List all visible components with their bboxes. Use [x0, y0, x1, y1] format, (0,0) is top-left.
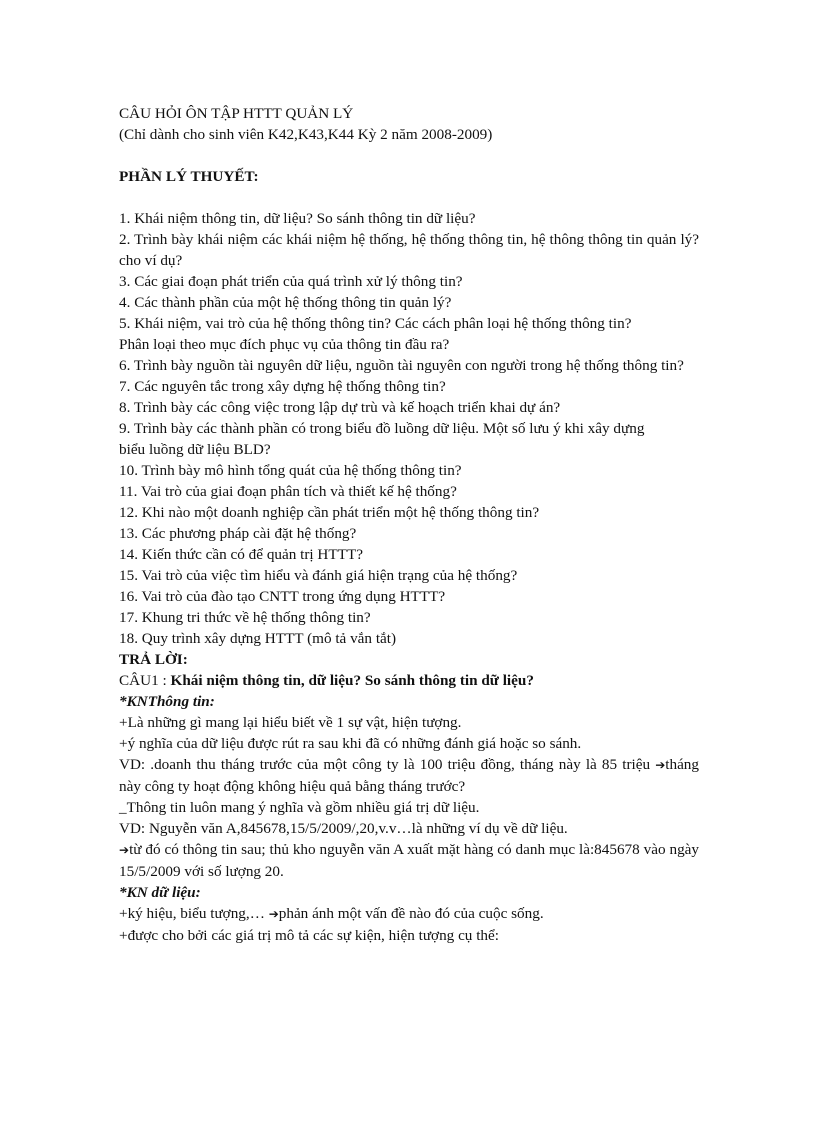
question-item: 7. Các nguyên tắc trong xây dựng hệ thống thông tin?: [119, 378, 446, 395]
document-page: [119, 103, 699, 946]
question-item: 15. Vai trò của việc tìm hiểu và đánh giá hiện trạng của hệ thống?: [119, 567, 518, 584]
question-item: 4. Các thành phần của một hệ thống thông tin quản lý?: [119, 294, 452, 311]
data-example-conclusion-text: từ đó có thông tin sau; thủ kho nguyễn văn A xuất mặt hàng có danh mục là:845678 vào ngày 15/5/2009 với số lượng 20.: [119, 841, 699, 880]
data-point-text: +ký hiệu, biểu tượng,…: [119, 905, 269, 922]
question-item: 3. Các giai đoạn phát triển của quá trình xử lý thông tin?: [119, 273, 463, 290]
info-example-text: VD: .doanh thu tháng trước của một công ty là 100 triệu đồng, tháng này là 85 triệu: [119, 756, 656, 773]
question-item: 14. Kiến thức cần có để quản trị HTTT?: [119, 546, 363, 563]
question-item: 16. Vai trò của đào tạo CNTT trong ứng dụng HTTT?: [119, 588, 446, 605]
answer-1-title: [119, 670, 699, 691]
arrow-right-icon: ➔: [119, 843, 130, 857]
data-point-conclusion: phản ánh một vấn đề nào đó của cuộc sống.: [278, 905, 544, 922]
question-item: 6. Trình bày nguồn tài nguyên dữ liệu, nguồn tài nguyên con người trong hệ thống thông tin?: [119, 357, 684, 374]
data-example-conclusion: [119, 839, 699, 882]
question-item: Phân loại theo mục đích phục vụ của thông tin đầu ra?: [119, 336, 450, 353]
arrow-right-icon: ➔: [268, 907, 279, 921]
answers-heading: TRẢ LỜI:: [119, 651, 188, 668]
question-item: 12. Khi nào một doanh nghiệp cần phát triển một hệ thống thông tin?: [119, 504, 540, 521]
info-point: +ý nghĩa của dữ liệu được rút ra sau khi đã có những đánh giá hoặc so sánh.: [119, 735, 582, 752]
info-example-conclusion: tháng này công ty hoạt động không hiệu quả bằng tháng trước?: [119, 756, 699, 795]
info-example: [119, 754, 699, 797]
question-item: 10. Trình bày mô hình tổng quát của hệ thống thông tin?: [119, 462, 462, 479]
question-item: 2. Trình bày khái niệm các khái niệm hệ thống, hệ thống thông tin, hệ thông thông tin quản lý?cho ví dụ?: [119, 231, 699, 269]
info-definition-heading: *KNThông tin:: [119, 693, 215, 710]
question-item: 13. Các phương pháp cài đặt hệ thống?: [119, 525, 357, 542]
info-point: +Là những gì mang lại hiểu biết về 1 sự vật, hiện tượng.: [119, 714, 462, 731]
document-subtitle: (Chỉ dành cho sinh viên K42,K43,K44 Kỳ 2 năm 2008-2009): [119, 126, 493, 143]
answer-1-question: Khái niệm thông tin, dữ liệu? So sánh thông tin dữ liệu?: [170, 672, 534, 689]
question-item: 9. Trình bày các thành phần có trong biểu đồ luồng dữ liệu. Một số lưu ý khi xây dựng: [119, 420, 645, 437]
data-example: VD: Nguyễn văn A,845678,15/5/2009/,20,v.v…là những ví dụ về dữ liệu.: [119, 820, 568, 837]
data-point: [119, 903, 699, 925]
answer-1-prefix: CÂU1: [119, 672, 159, 689]
question-list: [119, 208, 699, 649]
question-item: 11. Vai trò của giai đoạn phân tích và thiết kế hệ thống?: [119, 483, 457, 500]
answer-1-separator: :: [158, 672, 171, 689]
question-item: 8. Trình bày các công việc trong lập dự trù và kế hoạch triển khai dự án?: [119, 399, 561, 416]
data-point: +được cho bởi các giá trị mô tả các sự kiện, hiện tượng cụ thể:: [119, 927, 499, 944]
info-point: _Thông tin luôn mang ý nghĩa và gồm nhiều giá trị dữ liệu.: [119, 799, 480, 816]
theory-heading: PHẦN LÝ THUYẾT:: [119, 168, 259, 185]
arrow-right-icon: ➔: [655, 758, 666, 772]
question-item: 18. Quy trình xây dựng HTTT (mô tả vắn tắt): [119, 630, 397, 647]
data-definition-heading: *KN dữ liệu:: [119, 884, 201, 901]
document-title: CÂU HỎI ÔN TẬP HTTT QUẢN LÝ: [119, 105, 354, 122]
question-item: biểu luồng dữ liệu BLD?: [119, 441, 271, 458]
question-item: 17. Khung tri thức về hệ thống thông tin?: [119, 609, 371, 626]
question-item: 1. Khái niệm thông tin, dữ liệu? So sánh thông tin dữ liệu?: [119, 210, 476, 227]
question-item: 5. Khái niệm, vai trò của hệ thống thông tin? Các cách phân loại hệ thống thông tin?: [119, 315, 632, 332]
